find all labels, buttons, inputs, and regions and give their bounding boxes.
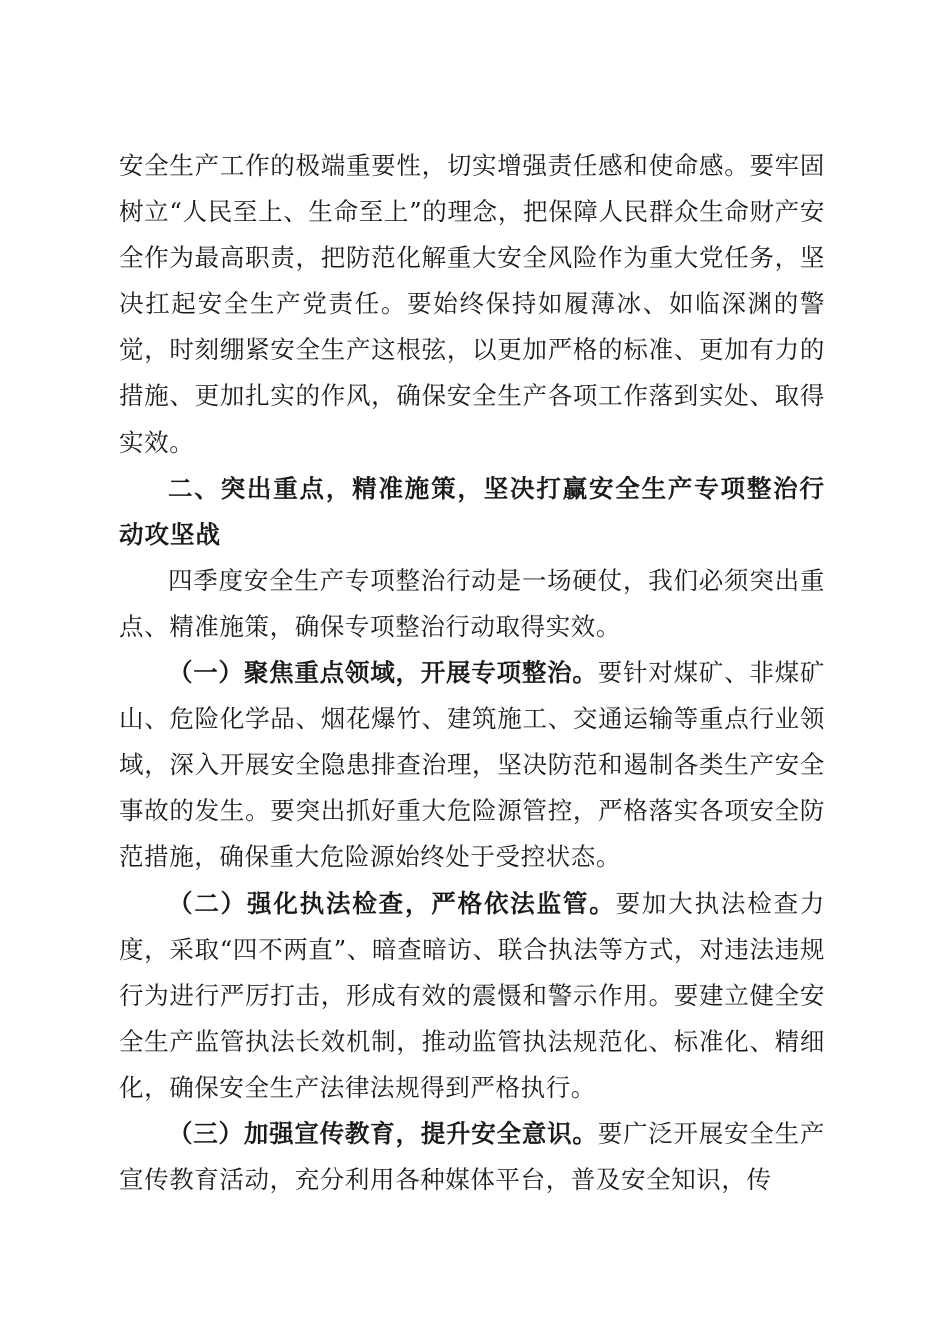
item-paragraph-3 xyxy=(119,1111,825,1203)
item-title-2: （二）强化执法检查，严格依法监管。 xyxy=(168,888,616,918)
item-body-1: 要针对煤矿、非煤矿山、危险化学品、烟花爆竹、建筑施工、交通运输等重点行业领域，深入开展安全隐患排查治理，坚决防范和遏制各类生产安全事故的发生。要突出抓好重大危险源管控，严格落实各项安全防范措施，确保重大危险源始终处于受控状态。 xyxy=(119,658,825,872)
section-intro-paragraph: 四季度安全生产专项整治行动是一场硬仗，我们必须突出重点、精准施策，确保专项整治行动取得实效。 xyxy=(119,565,825,641)
item-paragraph-1 xyxy=(119,650,825,880)
document-body xyxy=(119,143,825,1203)
item-paragraph-2 xyxy=(119,881,825,1111)
paragraph-continuation: 安全生产工作的极端重要性，切实增强责任感和使命感。要牢固树立“人民至上、生命至上”的理念，把保障人民群众生命财产安全作为最高职责，把防范化解重大安全风险作为重大党任务，坚决扛起安全生产党责任。要始终保持如履薄冰、如临深渊的警觉，时刻绷紧安全生产这根弦，以更加严格的标准、更加有力的措施、更加扎实的作风，确保安全生产各项工作落到实处、取得实效。 xyxy=(119,151,825,457)
item-title-3: （三）加强宣传教育，提升安全意识。 xyxy=(168,1118,598,1148)
item-title-1: （一）聚焦重点领域，开展专项整治。 xyxy=(168,658,598,688)
item-body-3: 要广泛开展安全生产宣传教育活动，充分利用各种媒体平台，普及安全知识，传 xyxy=(119,1118,825,1195)
item-body-2: 要加大执法检查力度，采取“四不两直”、暗查暗访、联合执法等方式，对违法违规行为进行严厉打击，形成有效的震慑和警示作用。要建立健全安全生产监管执法长效机制，推动监管执法规范化、标准化、精细化，确保安全生产法律法规得到严格执行。 xyxy=(119,888,825,1102)
section-heading: 二、突出重点，精准施策，坚决打赢安全生产专项整治行动攻坚战 xyxy=(119,473,825,549)
